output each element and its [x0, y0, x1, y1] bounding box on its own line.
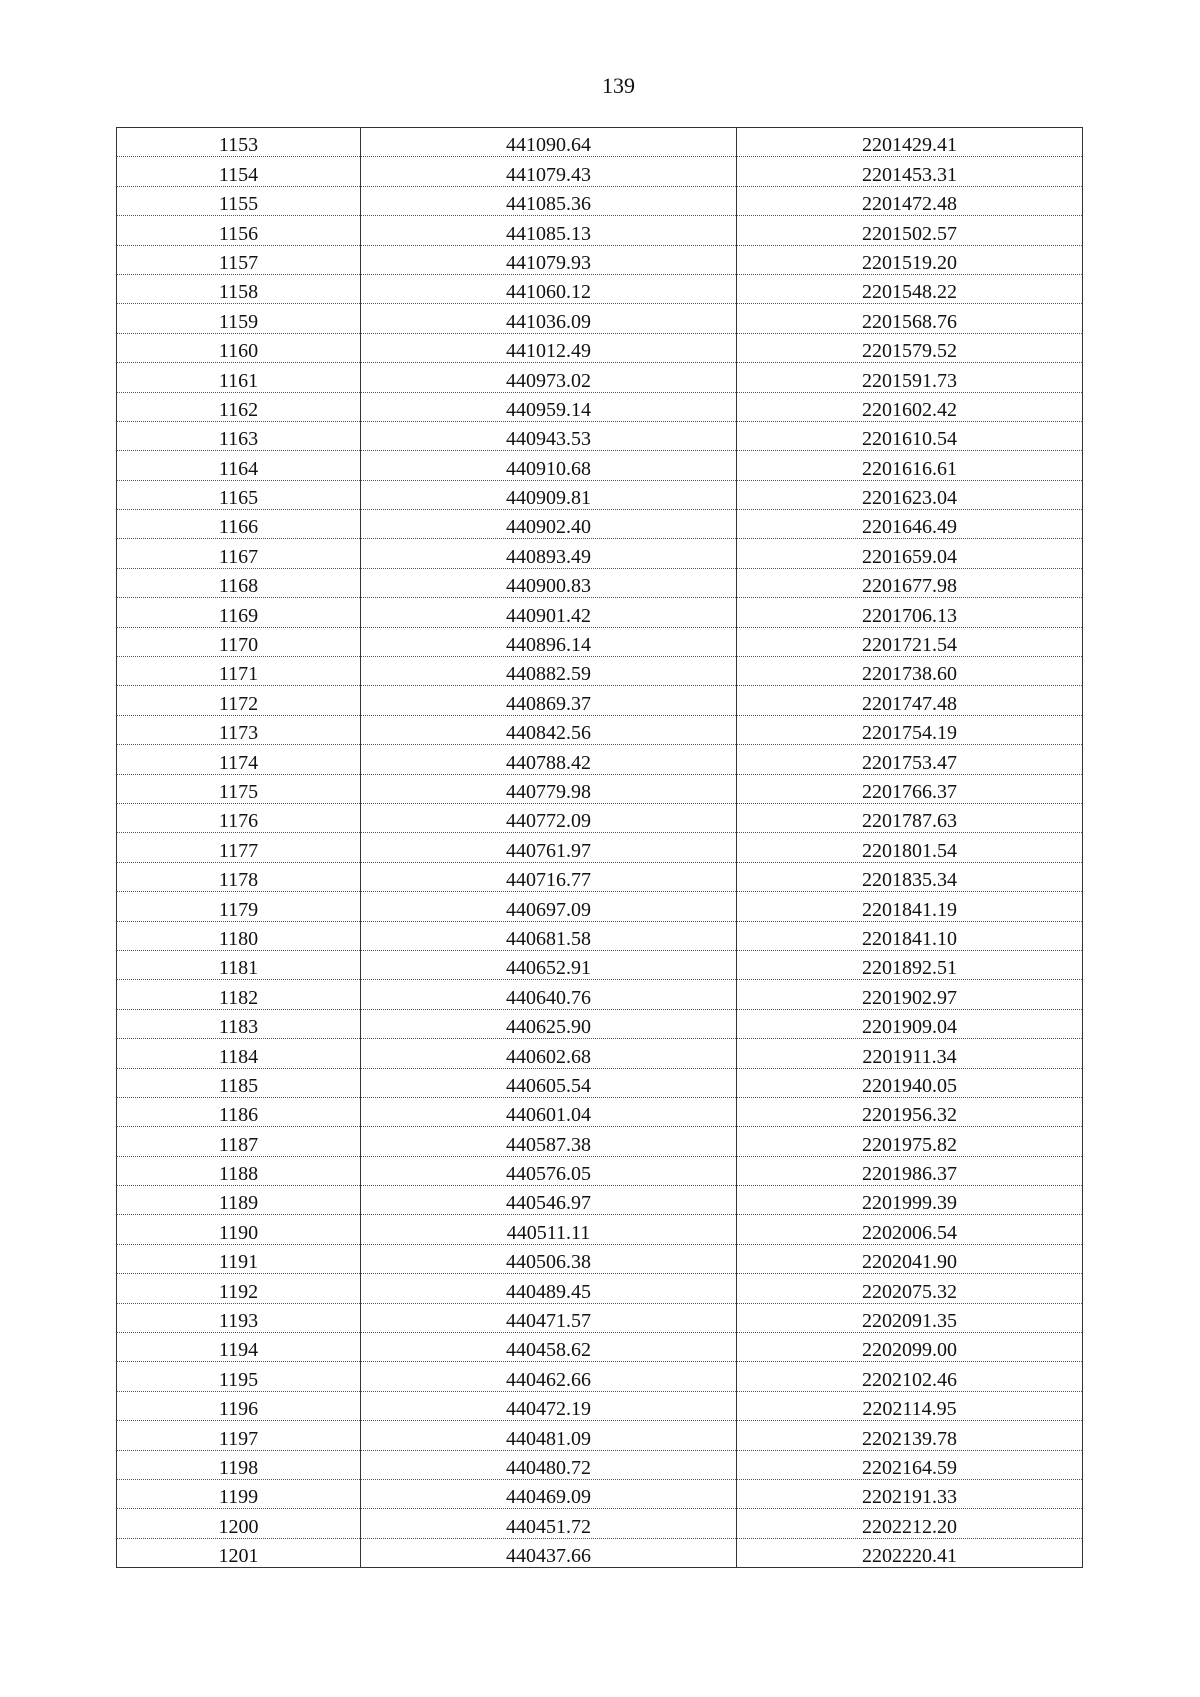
x-coordinate-cell: 440458.62 — [361, 1333, 737, 1362]
y-coordinate-cell: 2201801.54 — [737, 833, 1083, 862]
point-number-cell: 1166 — [117, 510, 361, 539]
point-number-cell: 1153 — [117, 128, 361, 157]
table-row — [117, 392, 1083, 421]
y-coordinate-cell: 2201909.04 — [737, 1009, 1083, 1038]
table-row — [117, 1244, 1083, 1273]
table-row — [117, 451, 1083, 480]
x-coordinate-cell: 440437.66 — [361, 1538, 737, 1567]
x-coordinate-cell: 440973.02 — [361, 363, 737, 392]
point-number-cell: 1172 — [117, 686, 361, 715]
x-coordinate-cell: 440481.09 — [361, 1421, 737, 1450]
table-row — [117, 921, 1083, 950]
y-coordinate-cell: 2202091.35 — [737, 1303, 1083, 1332]
point-number-cell: 1200 — [117, 1509, 361, 1538]
x-coordinate-cell: 440893.49 — [361, 539, 737, 568]
y-coordinate-cell: 2201602.42 — [737, 392, 1083, 421]
table-row — [117, 568, 1083, 597]
point-number-cell: 1186 — [117, 1097, 361, 1126]
point-number-cell: 1194 — [117, 1333, 361, 1362]
y-coordinate-cell: 2201911.34 — [737, 1039, 1083, 1068]
point-number-cell: 1157 — [117, 245, 361, 274]
table-row — [117, 128, 1083, 157]
table-row — [117, 892, 1083, 921]
point-number-cell: 1165 — [117, 480, 361, 509]
table-row — [117, 1391, 1083, 1420]
table-row — [117, 245, 1083, 274]
point-number-cell: 1154 — [117, 157, 361, 186]
y-coordinate-cell: 2201902.97 — [737, 980, 1083, 1009]
x-coordinate-cell: 440640.76 — [361, 980, 737, 1009]
point-number-cell: 1171 — [117, 657, 361, 686]
y-coordinate-cell: 2201548.22 — [737, 274, 1083, 303]
table-row — [117, 157, 1083, 186]
x-coordinate-cell: 440896.14 — [361, 627, 737, 656]
x-coordinate-cell: 440506.38 — [361, 1244, 737, 1273]
point-number-cell: 1155 — [117, 186, 361, 215]
table-row — [117, 1450, 1083, 1479]
y-coordinate-cell: 2201766.37 — [737, 774, 1083, 803]
x-coordinate-cell: 440546.97 — [361, 1186, 737, 1215]
x-coordinate-cell: 441079.93 — [361, 245, 737, 274]
point-number-cell: 1193 — [117, 1303, 361, 1332]
y-coordinate-cell: 2201753.47 — [737, 745, 1083, 774]
y-coordinate-cell: 2201754.19 — [737, 715, 1083, 744]
point-number-cell: 1170 — [117, 627, 361, 656]
table-row — [117, 1156, 1083, 1185]
table-row — [117, 950, 1083, 979]
table-row — [117, 1421, 1083, 1450]
point-number-cell: 1178 — [117, 862, 361, 891]
point-number-cell: 1173 — [117, 715, 361, 744]
y-coordinate-cell: 2201453.31 — [737, 157, 1083, 186]
x-coordinate-cell: 441085.36 — [361, 186, 737, 215]
y-coordinate-cell: 2201841.10 — [737, 921, 1083, 950]
table-row — [117, 421, 1083, 450]
x-coordinate-cell: 440469.09 — [361, 1479, 737, 1508]
point-number-cell: 1185 — [117, 1068, 361, 1097]
table-row — [117, 862, 1083, 891]
y-coordinate-cell: 2202041.90 — [737, 1244, 1083, 1273]
table-row — [117, 539, 1083, 568]
y-coordinate-cell: 2201568.76 — [737, 304, 1083, 333]
table-row — [117, 216, 1083, 245]
point-number-cell: 1195 — [117, 1362, 361, 1391]
table-row — [117, 510, 1083, 539]
table-row — [117, 1274, 1083, 1303]
point-number-cell: 1167 — [117, 539, 361, 568]
page-number: 139 — [602, 73, 635, 98]
point-number-cell: 1160 — [117, 333, 361, 362]
x-coordinate-cell: 441036.09 — [361, 304, 737, 333]
table-row — [117, 1068, 1083, 1097]
x-coordinate-cell: 440625.90 — [361, 1009, 737, 1038]
y-coordinate-cell: 2201787.63 — [737, 803, 1083, 832]
table-row — [117, 480, 1083, 509]
y-coordinate-cell: 2202164.59 — [737, 1450, 1083, 1479]
x-coordinate-cell: 440902.40 — [361, 510, 737, 539]
table-row — [117, 1009, 1083, 1038]
y-coordinate-cell: 2202099.00 — [737, 1333, 1083, 1362]
x-coordinate-cell: 440471.57 — [361, 1303, 737, 1332]
point-number-cell: 1176 — [117, 803, 361, 832]
table-row — [117, 1039, 1083, 1068]
y-coordinate-cell: 2201892.51 — [737, 950, 1083, 979]
table-row — [117, 803, 1083, 832]
y-coordinate-cell: 2201677.98 — [737, 568, 1083, 597]
y-coordinate-cell: 2202114.95 — [737, 1391, 1083, 1420]
x-coordinate-cell: 440761.97 — [361, 833, 737, 862]
point-number-cell: 1168 — [117, 568, 361, 597]
x-coordinate-cell: 441060.12 — [361, 274, 737, 303]
x-coordinate-cell: 440472.19 — [361, 1391, 737, 1420]
x-coordinate-cell: 440489.45 — [361, 1274, 737, 1303]
y-coordinate-cell: 2201738.60 — [737, 657, 1083, 686]
x-coordinate-cell: 440788.42 — [361, 745, 737, 774]
point-number-cell: 1190 — [117, 1215, 361, 1244]
x-coordinate-cell: 441079.43 — [361, 157, 737, 186]
table-row — [117, 1303, 1083, 1332]
table-row — [117, 598, 1083, 627]
y-coordinate-cell: 2201472.48 — [737, 186, 1083, 215]
x-coordinate-cell: 441012.49 — [361, 333, 737, 362]
x-coordinate-cell: 440943.53 — [361, 421, 737, 450]
y-coordinate-cell: 2201956.32 — [737, 1097, 1083, 1126]
x-coordinate-cell: 440576.05 — [361, 1156, 737, 1185]
y-coordinate-cell: 2201940.05 — [737, 1068, 1083, 1097]
table-row — [117, 363, 1083, 392]
table-row — [117, 1097, 1083, 1126]
table-row — [117, 627, 1083, 656]
table-row — [117, 1509, 1083, 1538]
point-number-cell: 1189 — [117, 1186, 361, 1215]
table-row — [117, 333, 1083, 362]
x-coordinate-cell: 440480.72 — [361, 1450, 737, 1479]
table-row — [117, 745, 1083, 774]
x-coordinate-cell: 440605.54 — [361, 1068, 737, 1097]
y-coordinate-cell: 2201429.41 — [737, 128, 1083, 157]
x-coordinate-cell: 440910.68 — [361, 451, 737, 480]
y-coordinate-cell: 2202191.33 — [737, 1479, 1083, 1508]
y-coordinate-cell: 2202139.78 — [737, 1421, 1083, 1450]
table-row — [117, 1362, 1083, 1391]
y-coordinate-cell: 2201747.48 — [737, 686, 1083, 715]
x-coordinate-cell: 440602.68 — [361, 1039, 737, 1068]
x-coordinate-cell: 440869.37 — [361, 686, 737, 715]
y-coordinate-cell: 2201579.52 — [737, 333, 1083, 362]
coordinates-table — [116, 127, 1083, 1568]
point-number-cell: 1158 — [117, 274, 361, 303]
y-coordinate-cell: 2201999.39 — [737, 1186, 1083, 1215]
point-number-cell: 1191 — [117, 1244, 361, 1273]
point-number-cell: 1162 — [117, 392, 361, 421]
table-row — [117, 833, 1083, 862]
point-number-cell: 1169 — [117, 598, 361, 627]
x-coordinate-cell: 441090.64 — [361, 128, 737, 157]
y-coordinate-cell: 2202075.32 — [737, 1274, 1083, 1303]
table-row — [117, 686, 1083, 715]
point-number-cell: 1161 — [117, 363, 361, 392]
table-row — [117, 304, 1083, 333]
y-coordinate-cell: 2201986.37 — [737, 1156, 1083, 1185]
y-coordinate-cell: 2202006.54 — [737, 1215, 1083, 1244]
y-coordinate-cell: 2202212.20 — [737, 1509, 1083, 1538]
point-number-cell: 1187 — [117, 1127, 361, 1156]
point-number-cell: 1164 — [117, 451, 361, 480]
point-number-cell: 1174 — [117, 745, 361, 774]
x-coordinate-cell: 440772.09 — [361, 803, 737, 832]
x-coordinate-cell: 441085.13 — [361, 216, 737, 245]
table-row — [117, 1186, 1083, 1215]
x-coordinate-cell: 440511.11 — [361, 1215, 737, 1244]
x-coordinate-cell: 440601.04 — [361, 1097, 737, 1126]
table-row — [117, 774, 1083, 803]
x-coordinate-cell: 440462.66 — [361, 1362, 737, 1391]
x-coordinate-cell: 440842.56 — [361, 715, 737, 744]
y-coordinate-cell: 2201646.49 — [737, 510, 1083, 539]
point-number-cell: 1188 — [117, 1156, 361, 1185]
table-row — [117, 1479, 1083, 1508]
point-number-cell: 1197 — [117, 1421, 361, 1450]
y-coordinate-cell: 2201591.73 — [737, 363, 1083, 392]
x-coordinate-cell: 440959.14 — [361, 392, 737, 421]
x-coordinate-cell: 440587.38 — [361, 1127, 737, 1156]
table-row — [117, 186, 1083, 215]
y-coordinate-cell: 2201659.04 — [737, 539, 1083, 568]
coordinates-table-body — [117, 128, 1083, 1568]
x-coordinate-cell: 440716.77 — [361, 862, 737, 891]
point-number-cell: 1179 — [117, 892, 361, 921]
y-coordinate-cell: 2201841.19 — [737, 892, 1083, 921]
y-coordinate-cell: 2201721.54 — [737, 627, 1083, 656]
point-number-cell: 1181 — [117, 950, 361, 979]
table-row — [117, 1538, 1083, 1567]
point-number-cell: 1175 — [117, 774, 361, 803]
y-coordinate-cell: 2202220.41 — [737, 1538, 1083, 1567]
x-coordinate-cell: 440882.59 — [361, 657, 737, 686]
y-coordinate-cell: 2201502.57 — [737, 216, 1083, 245]
y-coordinate-cell: 2201519.20 — [737, 245, 1083, 274]
table-row — [117, 1127, 1083, 1156]
point-number-cell: 1184 — [117, 1039, 361, 1068]
x-coordinate-cell: 440652.91 — [361, 950, 737, 979]
x-coordinate-cell: 440451.72 — [361, 1509, 737, 1538]
point-number-cell: 1182 — [117, 980, 361, 1009]
point-number-cell: 1201 — [117, 1538, 361, 1567]
y-coordinate-cell: 2201975.82 — [737, 1127, 1083, 1156]
point-number-cell: 1177 — [117, 833, 361, 862]
x-coordinate-cell: 440909.81 — [361, 480, 737, 509]
y-coordinate-cell: 2201623.04 — [737, 480, 1083, 509]
y-coordinate-cell: 2201610.54 — [737, 421, 1083, 450]
table-row — [117, 715, 1083, 744]
point-number-cell: 1180 — [117, 921, 361, 950]
x-coordinate-cell: 440901.42 — [361, 598, 737, 627]
point-number-cell: 1183 — [117, 1009, 361, 1038]
x-coordinate-cell: 440697.09 — [361, 892, 737, 921]
x-coordinate-cell: 440900.83 — [361, 568, 737, 597]
table-row — [117, 274, 1083, 303]
point-number-cell: 1199 — [117, 1479, 361, 1508]
y-coordinate-cell: 2201616.61 — [737, 451, 1083, 480]
y-coordinate-cell: 2201835.34 — [737, 862, 1083, 891]
table-row — [117, 980, 1083, 1009]
point-number-cell: 1163 — [117, 421, 361, 450]
point-number-cell: 1196 — [117, 1391, 361, 1420]
point-number-cell: 1192 — [117, 1274, 361, 1303]
point-number-cell: 1198 — [117, 1450, 361, 1479]
table-row — [117, 657, 1083, 686]
x-coordinate-cell: 440681.58 — [361, 921, 737, 950]
x-coordinate-cell: 440779.98 — [361, 774, 737, 803]
point-number-cell: 1159 — [117, 304, 361, 333]
point-number-cell: 1156 — [117, 216, 361, 245]
table-row — [117, 1215, 1083, 1244]
y-coordinate-cell: 2202102.46 — [737, 1362, 1083, 1391]
table-row — [117, 1333, 1083, 1362]
y-coordinate-cell: 2201706.13 — [737, 598, 1083, 627]
